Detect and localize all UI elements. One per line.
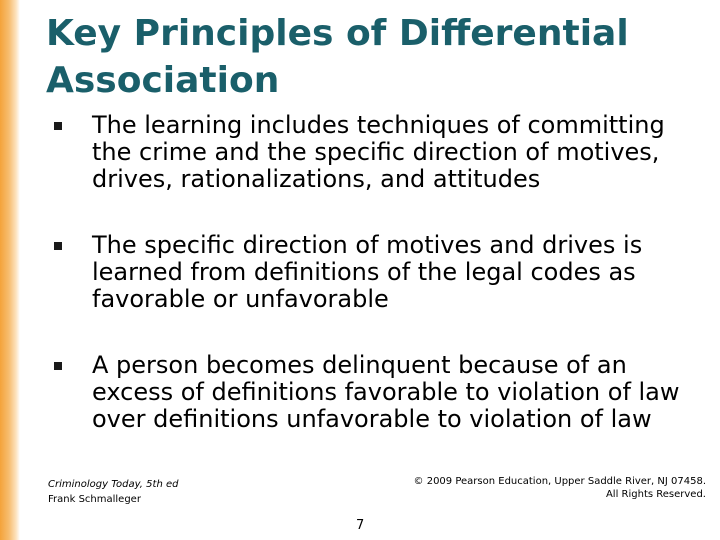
square-bullet-icon — [54, 122, 62, 130]
footer-author: Frank Schmalleger — [48, 494, 141, 505]
copyright-line: © 2009 Pearson Education, Upper Saddle River, NJ 07458. — [413, 476, 706, 487]
bullet-text: A person becomes delinquent because of an excess of definitions favorable to violation of law over definitions unfavorable to violation of law — [92, 351, 680, 433]
slide-title: Key Principles of Differential Association — [46, 13, 629, 101]
square-bullet-icon — [54, 362, 62, 370]
bullet-text: The specific direction of motives and drives is learned from definitions of the legal codes as favorable or unfavorable — [92, 231, 643, 313]
orange-side-bar — [0, 0, 20, 540]
square-bullet-icon — [54, 242, 62, 250]
page-number: 7 — [356, 518, 365, 533]
bullet-text: The learning includes techniques of committing the crime and the specific direction of motives, drives, rationalizations, and attitudes — [92, 111, 665, 193]
rights-line: All Rights Reserved. — [605, 489, 706, 500]
footer-copyright — [406, 475, 706, 501]
footer-book-title: Criminology Today, 5th ed — [48, 479, 179, 490]
